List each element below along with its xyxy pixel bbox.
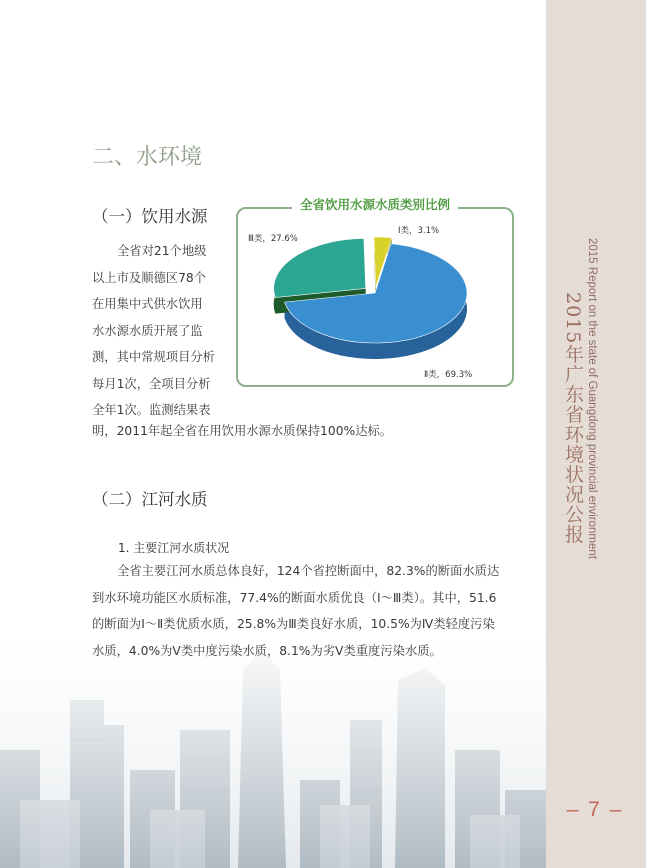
text-line: 在用集中式供水饮用 [92, 297, 203, 311]
text-line: 水水源水质开展了监 [92, 323, 203, 338]
text-line: 的断面为Ⅰ～Ⅱ类优质水质，25.8%为Ⅲ类良好水质，10.5%为Ⅳ类轻度污染 [92, 617, 495, 631]
label-class-3: Ⅲ类，27.6% [248, 234, 298, 244]
text-line: 明，2011年起全省在用饮用水源水质保持100%达标。 [92, 424, 393, 438]
subheading-river-quality: （二）江河水质 [92, 490, 208, 509]
label-class-2: Ⅱ类，69.3% [424, 370, 473, 380]
river-paragraph [92, 558, 542, 664]
text-line: 到水环境功能区水质标准，77.4%的断面水质优良（Ⅰ～Ⅲ类）。其中，51.6 [92, 590, 497, 605]
chart-title: 全省饮用水源水质类别比例 [292, 195, 458, 213]
text-line: 全年1次。监测结果表 [92, 403, 211, 417]
text-line: 全省主要江河水质总体良好，124个省控断面中，82.3%的断面水质达 [117, 564, 500, 578]
slice-class-3 [274, 238, 366, 297]
subheading-river-status: 1. 主要江河水质状况 [118, 541, 230, 555]
label-class-1: Ⅰ类，3.1% [398, 226, 440, 236]
subheading-drinking-water: （一）饮用水源 [92, 207, 208, 226]
text-line: 全省对21个地级 [117, 244, 207, 258]
page-number: – 7 – [566, 798, 624, 821]
city-skyline-image [0, 630, 546, 868]
text-line: 以上市及顺德区78个 [92, 270, 207, 285]
section-title: 二、水环境 [92, 145, 203, 170]
report-title-en: 2015 Report on the state of Guangdong provincial environment [586, 238, 598, 559]
pie-chart [238, 215, 510, 383]
text-line: 测，其中常规项目分析 [92, 350, 215, 364]
drinking-water-paragraph [92, 238, 244, 424]
report-title-cn: 2015年广东省环境状况公报 [562, 292, 584, 545]
text-line: 水质，4.0%为Ⅴ类中度污染水质，8.1%为劣Ⅴ类重度污染水质。 [92, 643, 442, 658]
text-line: 每月1次，全项目分析 [92, 376, 211, 391]
